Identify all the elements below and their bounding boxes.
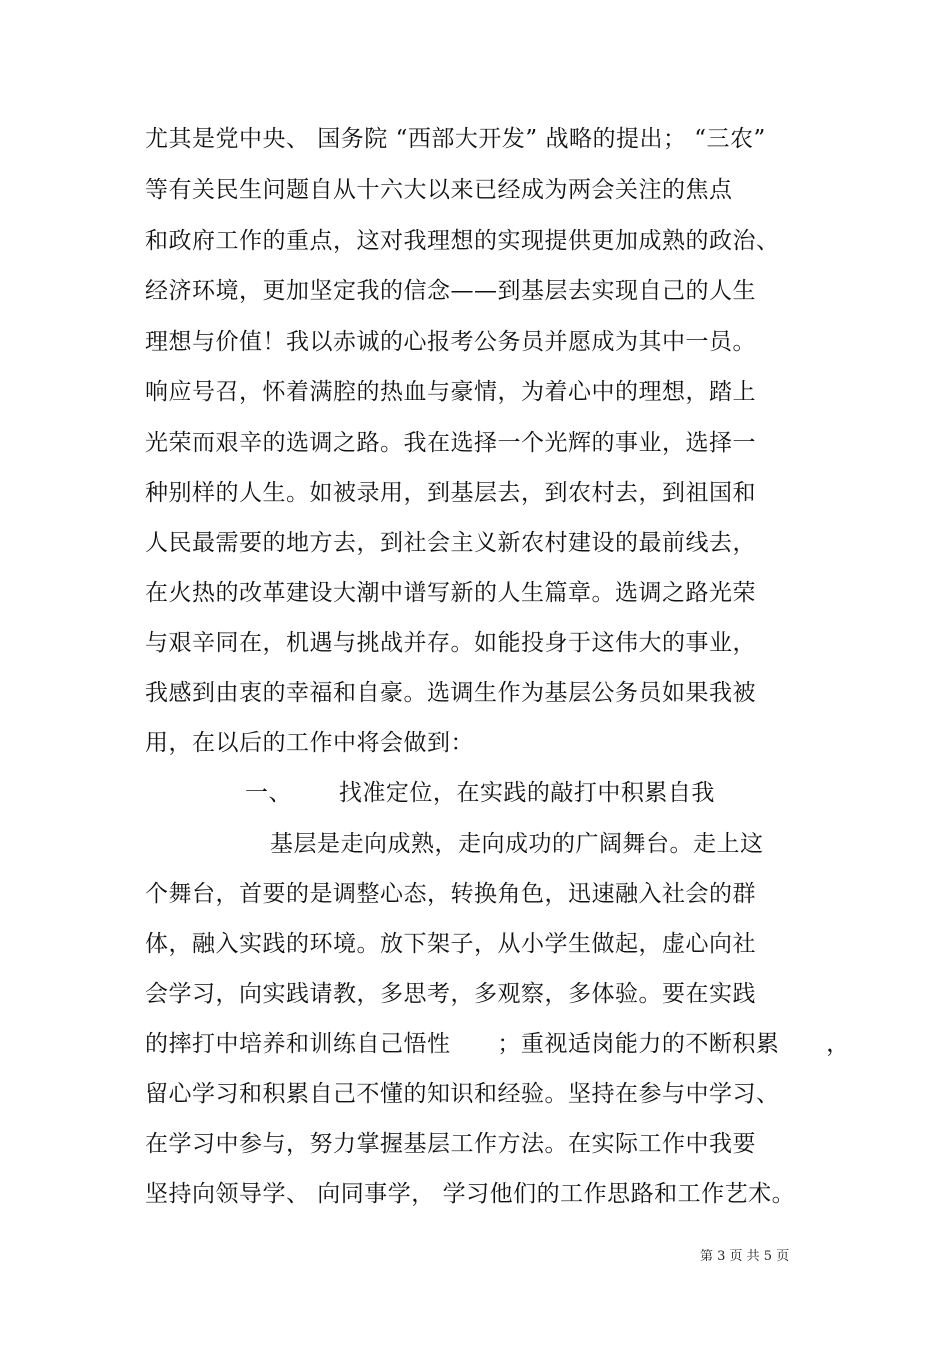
body-text-line: 留心学习和积累自己不懂的知识和经验。坚持在参与中学习、 — [145, 1081, 780, 1107]
body-text-line: 理想与价值！我以赤诚的心报考公务员并愿成为其中一员。 — [145, 329, 756, 355]
body-text-line: 的摔打中培养和训练自己悟性 ；重视适岗能力的不断积累 ， — [145, 1031, 850, 1057]
body-text-line: 个舞台，首要的是调整心态，转换角色，迅速融入社会的群 — [145, 881, 756, 907]
body-text-line: 会学习，向实践请教，多思考，多观察，多体验。要在实践 — [145, 981, 756, 1007]
body-text-line: 等有关民生问题自从十六大以来已经成为两会关注的焦点 — [145, 177, 733, 203]
body-text-line: 在学习中参与，努力掌握基层工作方法。在实际工作中我要 — [145, 1131, 756, 1157]
body-text-line: 光荣而艰辛的选调之路。我在选择一个光辉的事业，选择一 — [145, 430, 756, 456]
body-text-line: 体，融入实践的环境。放下架子，从小学生做起，虚心向社 — [145, 931, 756, 957]
body-text-line: 坚持向领导学、 向同事学， 学习他们的工作思路和工作艺术。 — [145, 1181, 796, 1207]
body-text-line: 与艰辛同在，机遇与挑战并存。如能投身于这伟大的事业， — [145, 630, 756, 656]
body-text-line: 种别样的人生。如被录用，到基层去，到农村去，到祖国和 — [145, 480, 756, 506]
body-text-line: 我感到由衷的幸福和自豪。选调生作为基层公务员如果我被 — [145, 680, 756, 706]
body-text-line: 经济环境，更加坚定我的信念——到基层去实现自己的人生 — [145, 278, 756, 304]
body-text-line: 和政府工作的重点，这对我理想的实现提供更加成熟的政治、 — [145, 228, 780, 254]
body-text-line: 用，在以后的工作中将会做到： — [145, 730, 474, 756]
body-text-line: 响应号召，怀着满腔的热血与豪情，为着心中的理想，踏上 — [145, 379, 756, 405]
body-text-line: 尤其是党中央、 国务院 “西部大开发” 战略的提出； “三农” — [145, 126, 766, 152]
body-text-line: 在火热的改革建设大潮中谱写新的人生篇章。选调之路光荣 — [145, 580, 756, 606]
body-text-line: 人民最需要的地方去，到社会主义新农村建设的最前线去， — [145, 530, 756, 556]
paragraph-first-line: 基层是走向成熟，走向成功的广阔舞台。走上这 — [270, 831, 764, 857]
section-heading: 一、 找准定位，在实践的敲打中积累自我 — [245, 780, 715, 806]
page-number: 第 3 页 共 5 页 — [700, 1249, 790, 1264]
